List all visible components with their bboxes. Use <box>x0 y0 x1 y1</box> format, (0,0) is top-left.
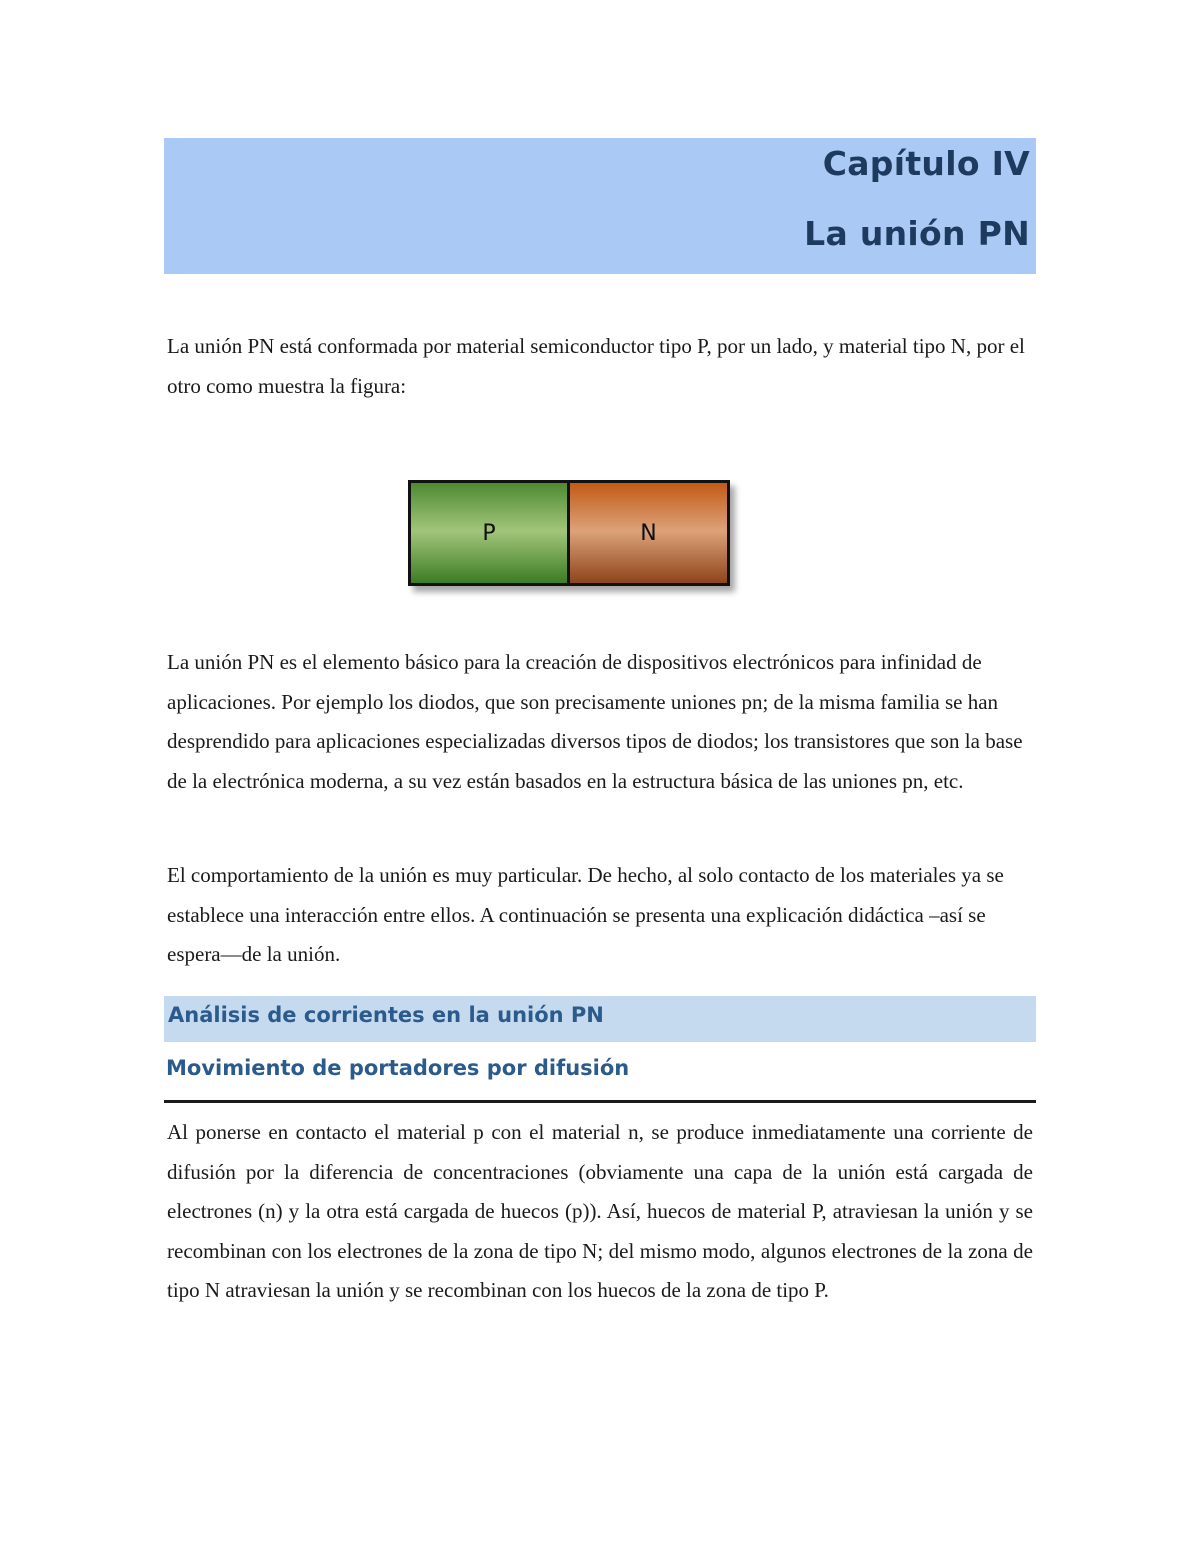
p-type-block <box>408 480 570 586</box>
n-type-label: N <box>640 520 657 546</box>
chapter-number: Capítulo IV <box>822 144 1030 183</box>
subsection-heading: Movimiento de portadores por difusión <box>166 1056 630 1080</box>
chapter-title: La unión PN <box>804 214 1030 253</box>
heading-divider <box>164 1100 1036 1103</box>
basic-element-paragraph: La unión PN es el elemento básico para la creación de dispositivos electrónicos para infinidad de aplicaciones. Por ejemplo los diodos, que son precisamente uniones pn; de la misma familia se han desprendido para aplicaciones especializadas diversos tipos de diodos; los transistores que son la base de la electrónica moderna, a su vez están basados en la estructura básica de las uniones pn, etc. <box>167 650 1023 793</box>
behavior-paragraph: El comportamiento de la unión es muy particular. De hecho, al solo contacto de los materiales ya se establece una interacción entre ellos. A continuación se presenta una explicación didáctica –así se espera—de la unión. <box>167 863 1004 967</box>
n-type-block <box>567 480 730 586</box>
pn-junction-figure <box>408 480 730 586</box>
intro-paragraph: La unión PN está conformada por material semiconductor tipo P, por un lado, y material tipo N, por el otro como muestra la figura: <box>167 334 1025 398</box>
section-heading: Análisis de corrientes en la unión PN <box>164 996 1036 1042</box>
diffusion-paragraph: Al ponerse en contacto el material p con el material n, se produce inmediatamente una corriente de difusión por la diferencia de concentraciones (obviamente una capa de la unión está cargada de electrones (n) y la otra está cargada de huecos (p)). Así, huecos de material P, atraviesan la unión y se recombinan con los electrones de la zona de tipo N; del mismo modo, algunos electrones de la zona de tipo N atraviesan la unión y se recombinan con los huecos de la zona de tipo P. <box>167 1120 1033 1303</box>
p-type-label: P <box>482 520 496 546</box>
chapter-banner <box>164 138 1036 274</box>
